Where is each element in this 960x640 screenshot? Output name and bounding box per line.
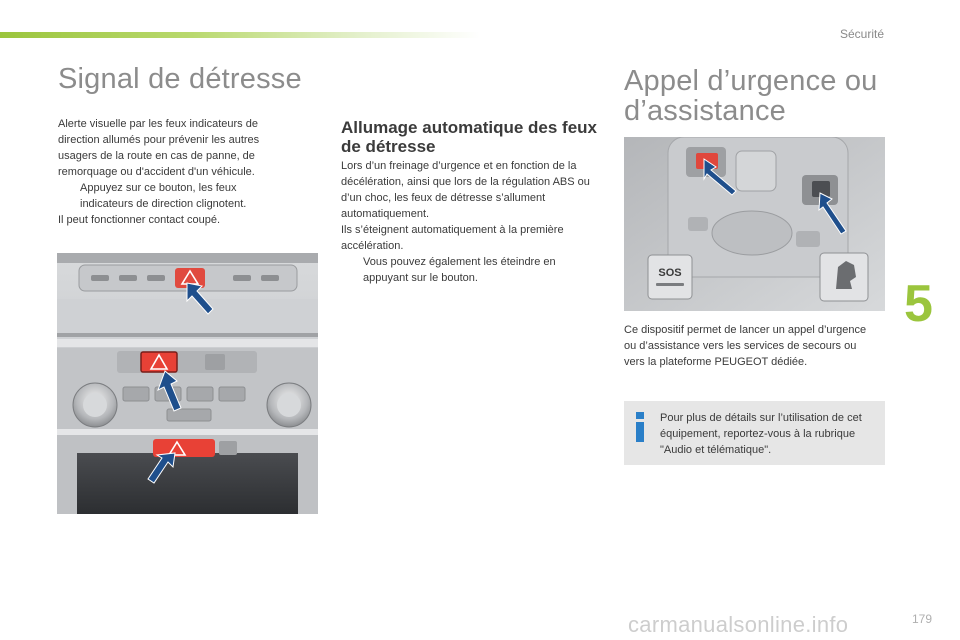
hazard-intro: Alerte visuelle par les feux indicateurs de direction allumés pour prévenir les autres usagers de la route en cas de panne, de remorquage ou d'accident d'un véhicule. (58, 118, 260, 178)
hazard-title: Signal de détresse (58, 63, 302, 95)
sos-button-label: SOS (658, 267, 682, 279)
hazard-button-photo (57, 253, 318, 514)
hazard-note: Il peut fonctionner contact coupé. (58, 214, 221, 226)
ceiling-console-illustration (624, 137, 885, 311)
dashboard-illustration (57, 253, 318, 514)
auto-hazard-para1: Lors d’un freinage d’urgence et en fonction de la décélération, ainsi que lors de la régulation ABS ou d’un choc, les feux de détresse s’allument automatiquement. (341, 160, 590, 220)
emergency-call-photo (624, 137, 885, 311)
auto-hazard-bullet-text: Vous pouvez également les éteindre en appuyant sur le bouton. (363, 256, 556, 284)
hazard-bullet-text: Appuyez sur ce bouton, les feux indicateurs de direction clignotent. (80, 182, 247, 210)
emergency-call-text: Ce dispositif permet de lancer un appel d’urgence ou d’assistance vers les services de secours ou vers la plateforme PEUGEOT dédiée. (624, 324, 867, 368)
info-text: Pour plus de détails sur l’utilisation de cet équipement, reportez-vous à la rubrique "Audio et télématique". (660, 412, 862, 456)
auto-hazard-para2: Ils s’éteignent automatiquement à la première accélération. (341, 224, 564, 252)
hazard-text-block (58, 116, 290, 228)
auto-hazard-title: Allumage automatique des feux de détresse (341, 118, 597, 156)
bullet-mark (341, 254, 363, 286)
chapter-number: 5 (904, 275, 933, 333)
auto-hazard-bullet (341, 254, 596, 286)
page-number: 179 (912, 612, 933, 626)
header-accent-bar (0, 32, 480, 38)
bullet-mark (58, 180, 80, 212)
emergency-call-title: Appel d’urgence ou d’assistance (624, 65, 878, 127)
section-label: Sécurité (839, 27, 884, 41)
auto-hazard-text-block (341, 158, 596, 286)
info-box (624, 401, 885, 465)
watermark: carmanualsonline.info (628, 612, 849, 637)
info-icon (634, 412, 646, 442)
hazard-bullet (58, 180, 290, 212)
